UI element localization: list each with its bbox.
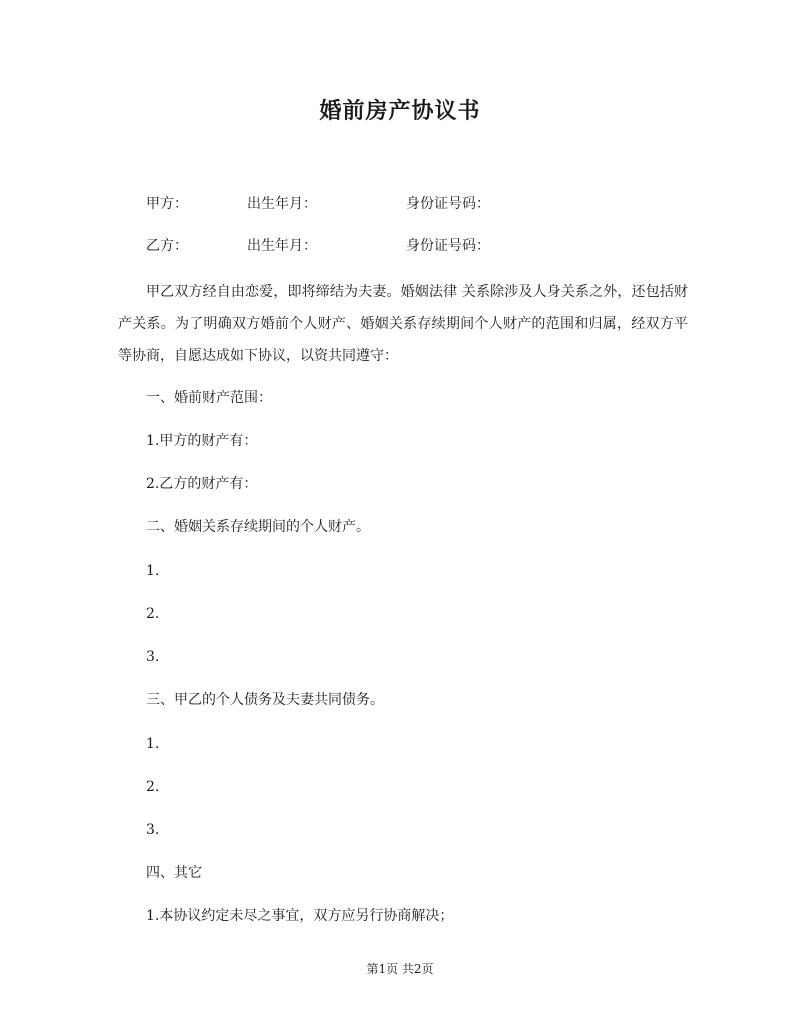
intro-paragraph: 甲乙双方经自由恋爱，即将缔结为夫妻。婚姻法律 关系除涉及人身关系之外，还包括财产关系。为了明确双方婚前个人财产、婚姻关系存续期间个人财产的范围和归属，经双方平等协商，自愿达成如下协议，以资共同遵守： (118, 284, 688, 364)
list-item: 1.甲方的财产有： (146, 433, 258, 449)
list-item: 2.乙方的财产有： (146, 476, 258, 492)
list-item: 2. (146, 779, 160, 795)
list-item: 1.本协议约定未尽之事宜，双方应另行协商解决； (146, 908, 454, 924)
party-b-id-label: 身份证号码： (406, 238, 490, 254)
party-b-label: 乙方： (146, 238, 188, 254)
list-item: 1. (146, 563, 160, 579)
section-heading-premarital: 一、婚前财产范围： (146, 390, 272, 406)
party-b-birth-label: 出生年月： (247, 238, 317, 254)
list-item: 3. (146, 822, 160, 838)
section-heading-other: 四、其它 (146, 865, 202, 881)
party-a-birth-label: 出生年月： (247, 196, 317, 212)
list-item: 2. (146, 606, 160, 622)
page-footer: 第1页 共2页 (366, 962, 434, 976)
party-a-label: 甲方： (146, 196, 188, 212)
party-a-id-label: 身份证号码： (406, 196, 490, 212)
list-item: 3. (146, 649, 160, 665)
section-heading-marriage-property: 二、婚姻关系存续期间的个人财产。 (146, 519, 370, 535)
list-item: 1. (146, 736, 160, 752)
document-title: 婚前房产协议书 (319, 98, 481, 124)
section-heading-debts: 三、甲乙的个人债务及夫妻共同债务。 (146, 692, 384, 708)
